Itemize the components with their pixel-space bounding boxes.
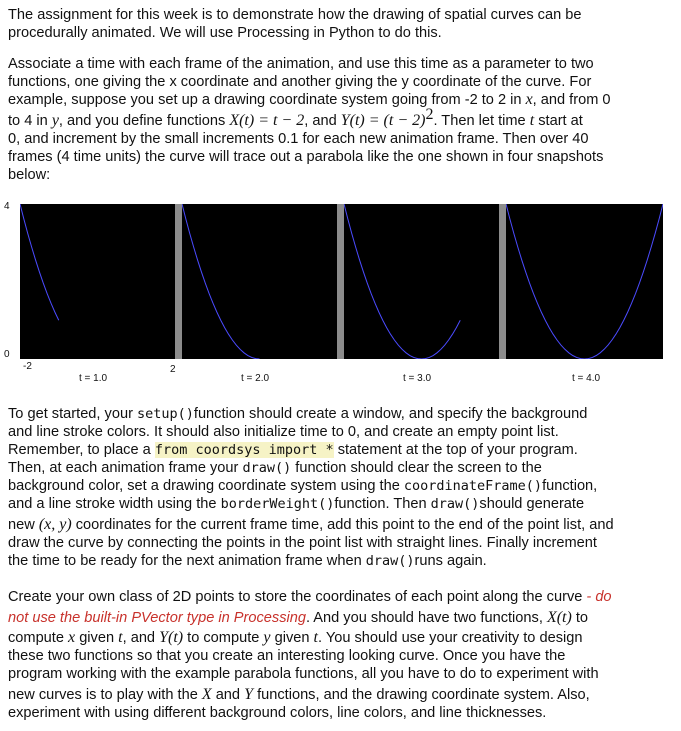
text-run: example, suppose you set up a drawing coordinate system going from -2 to 2 in — [8, 92, 526, 108]
text-line — [8, 516, 672, 534]
intro-line-2: procedurally animated. We will use Processing in Python to do this. — [8, 25, 442, 41]
text-run: given — [270, 630, 314, 646]
text-line — [8, 91, 672, 109]
math-X-of-t: X(t) — [546, 609, 572, 626]
math-t: t — [529, 112, 535, 129]
panel-divider — [337, 204, 344, 359]
text-run: to compute — [183, 630, 264, 646]
text-run: coordinates for the current frame time, add this point to the end of the point list, and — [71, 517, 614, 533]
text-run: function. Then — [334, 496, 431, 512]
text-line — [8, 477, 672, 495]
snapshot-panel-2 — [182, 204, 337, 359]
text-line — [8, 629, 672, 647]
text-line — [8, 441, 672, 459]
text-line — [8, 495, 672, 513]
text-line — [8, 106, 672, 130]
x-axis-right-label: 2 — [170, 364, 176, 375]
math-exponent: 2 — [425, 106, 434, 124]
text-run: . You should use your creativity to design — [317, 630, 583, 646]
text-line — [8, 588, 672, 606]
text-line — [8, 686, 672, 704]
snapshot-panel-3 — [344, 204, 499, 359]
code-border-weight: borderWeight() — [220, 496, 335, 512]
math-xy: (x, y) — [38, 516, 72, 533]
math-y: y — [263, 629, 271, 646]
parabola-snapshots-figure — [0, 200, 681, 390]
text-run: new — [8, 517, 39, 533]
math-x: x — [525, 91, 533, 108]
text-run: runs again. — [414, 553, 487, 569]
code-draw: draw() — [242, 460, 292, 476]
text-run: function, — [542, 478, 598, 494]
snapshot-panel-1 — [20, 204, 175, 359]
text-line: experiment with using different background colors, line colors, and line thicknesses. — [8, 705, 547, 721]
x-axis-left-label: -2 — [23, 361, 32, 372]
text-run: background color, set a drawing coordinate system using the — [8, 478, 404, 494]
code-import-statement: from coordsys import * — [154, 442, 334, 458]
curve-line — [344, 204, 460, 359]
text-run: new curves is to play with the — [8, 687, 202, 703]
panel-divider — [499, 204, 506, 359]
text-run: and a line stroke width using the — [8, 496, 221, 512]
code-draw: draw() — [430, 496, 480, 512]
text-line: program working with the example parabola functions, all you have to do to experiment with — [8, 666, 599, 682]
setup-paragraph — [8, 405, 672, 570]
snapshot-curve-1 — [20, 204, 175, 359]
math-t: t — [313, 629, 318, 646]
text-run: Remember, to place a — [8, 442, 155, 458]
math-Y-of-t: Y(t) = (t − 2) — [340, 112, 426, 129]
text-run: , and you define functions — [58, 113, 230, 129]
warning-text: not use the built-in PVector type in Processing — [8, 610, 306, 626]
text-run: function should clear the screen to the — [291, 460, 542, 476]
text-run: , and from 0 — [532, 92, 611, 108]
snapshot-curve-2 — [182, 204, 337, 359]
math-x: x — [68, 629, 76, 646]
y-axis-top-label: 4 — [4, 201, 10, 212]
snapshot-label-3: t = 3.0 — [402, 373, 432, 384]
text-run: Then, at each animation frame your — [8, 460, 243, 476]
text-run: given — [75, 630, 119, 646]
custom-curve-paragraph — [8, 588, 672, 722]
y-axis-bottom-label: 0 — [4, 349, 10, 360]
text-run: start at — [534, 113, 583, 129]
text-line: draw the curve by connecting the points in the point list with straight lines. Finally increment — [8, 535, 597, 551]
text-line: functions, one giving the x coordinate and another giving the y coordinate of the curve. For — [8, 74, 592, 90]
snapshot-label-2: t = 2.0 — [240, 373, 270, 384]
code-draw: draw() — [365, 553, 415, 569]
text-run: Create your own class of 2D points to store the coordinates of each point along the curve — [8, 589, 587, 605]
text-run: , and — [304, 113, 341, 129]
text-run: statement at the top of your program. — [333, 442, 578, 458]
text-line — [8, 552, 672, 570]
text-line — [8, 405, 672, 423]
curve-line — [20, 204, 59, 320]
snapshot-label-4: t = 4.0 — [571, 373, 601, 384]
text-run: should generate — [479, 496, 585, 512]
math-Y: Y — [244, 686, 254, 703]
warning-text: - do — [586, 589, 612, 605]
text-line: these two functions so that you create an interesting looking curve. Once you have the — [8, 648, 566, 664]
text-run: To get started, your — [8, 406, 137, 422]
text-run: compute — [8, 630, 69, 646]
text-run: , and — [122, 630, 160, 646]
math-X: X — [201, 686, 212, 703]
text-run: . Then let time — [433, 113, 530, 129]
text-run: to 4 in — [8, 113, 52, 129]
panel-divider — [175, 204, 182, 359]
math-y: y — [51, 112, 59, 129]
code-setup: setup() — [136, 406, 194, 422]
intro-paragraph — [8, 6, 672, 42]
intro-line-1: The assignment for this week is to demonstrate how the drawing of spatial curves can be — [8, 7, 582, 23]
curve-line — [182, 204, 260, 359]
text-line: below: — [8, 167, 51, 183]
snapshot-curve-3 — [344, 204, 499, 359]
text-line: 0, and increment by the small increments 0.1 for each new animation frame. Then over 40 — [8, 131, 589, 147]
snapshot-label-1: t = 1.0 — [78, 373, 108, 384]
text-run: to — [571, 610, 589, 626]
text-run: functions, and the drawing coordinate system. Also, — [253, 687, 590, 703]
text-run: the time to be ready for the next animation frame when — [8, 553, 366, 569]
snapshot-panel-4 — [506, 204, 663, 359]
text-line: frames (4 time units) the curve will trace out a parabola like the one shown in four snapshots — [8, 149, 604, 165]
math-X-of-t: X(t) = t − 2 — [229, 112, 305, 129]
text-run: . And you should have two functions, — [305, 610, 547, 626]
text-run: function should create a window, and specify the background — [193, 406, 588, 422]
math-t: t — [118, 629, 123, 646]
math-Y-of-t: Y(t) — [159, 629, 184, 646]
snapshot-curve-4 — [506, 204, 663, 359]
text-run: and — [211, 687, 245, 703]
text-line — [8, 609, 672, 627]
text-line: Associate a time with each frame of the animation, and use this time as a parameter to two — [8, 56, 594, 72]
curve-line — [506, 204, 663, 359]
text-line — [8, 459, 672, 477]
text-line: and line stroke colors. It should also initialize time to 0, and create an empty point list. — [8, 424, 559, 440]
example-paragraph — [8, 55, 672, 184]
code-coordinate-frame: coordinateFrame() — [403, 478, 543, 494]
